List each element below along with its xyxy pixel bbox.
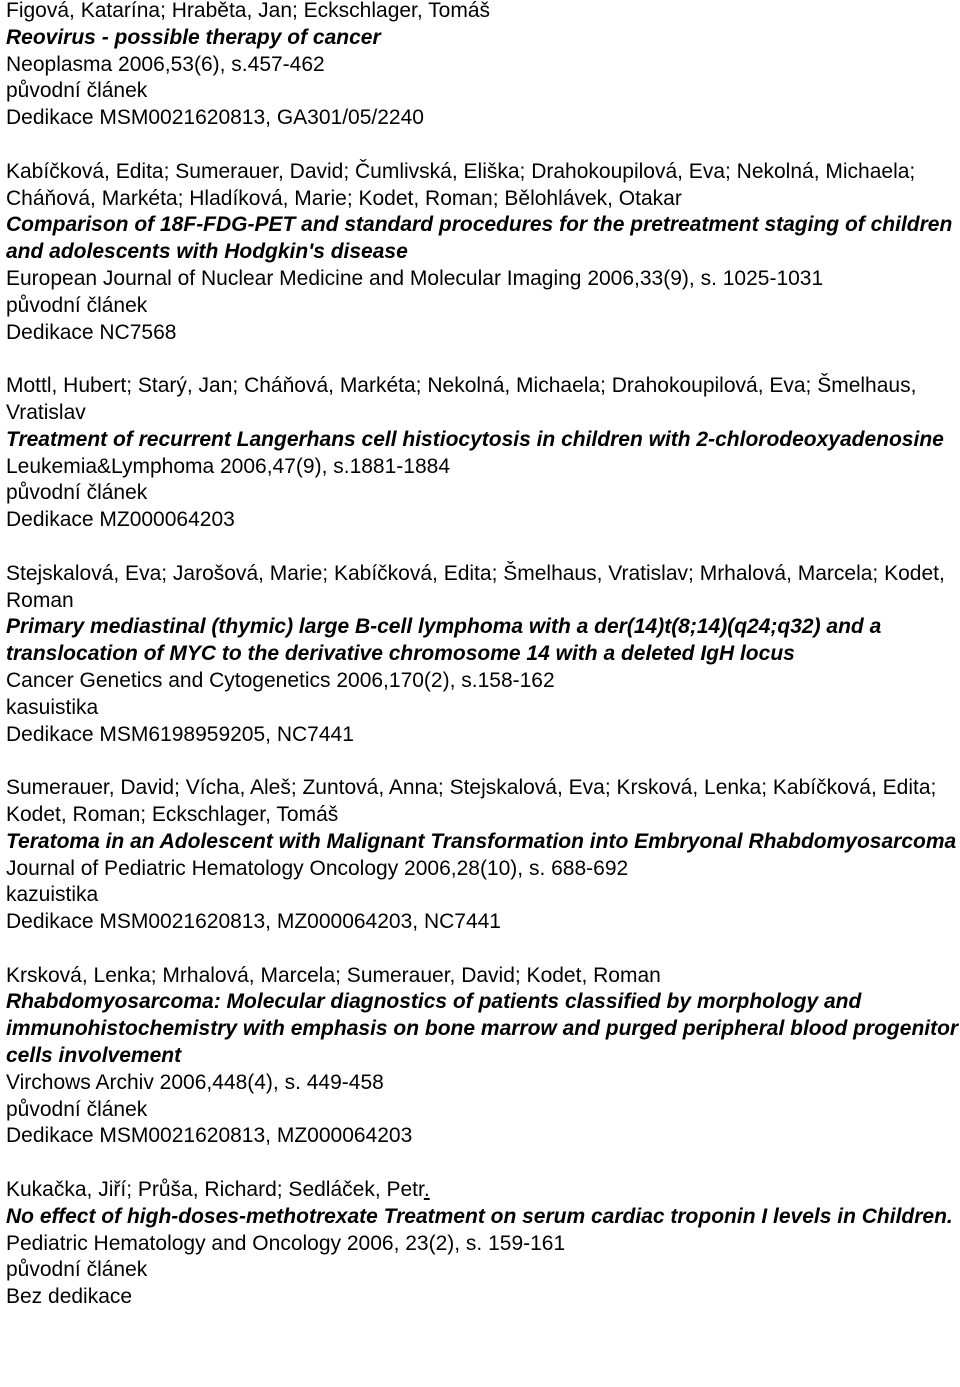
publication-entry (6, 1177, 960, 1311)
article-title: Primary mediastinal (thymic) large B-cell lymphoma with a der(14)t(8;14)(q24;q32) and a translocation of MYC to the derivative chromosome 14 with a deleted IgH locus (6, 615, 882, 666)
article-type: kasuistika (6, 695, 99, 719)
journal-source: European Journal of Nuclear Medicine and Molecular Imaging 2006,33(9), s. 1025-1031 (6, 266, 824, 290)
article-type: původní článek (6, 1258, 148, 1282)
authors: Mottl, Hubert; Starý, Jan; Cháňová, Markéta; Nekolná, Michaela; Drahokoupilová, Eva; Šmelhaus, Vratislav (6, 374, 917, 424)
article-type: kazuistika (6, 883, 99, 907)
journal-source: Journal of Pediatric Hematology Oncology 2006,28(10), s. 688-692 (6, 856, 629, 880)
authors: Sumerauer, David; Vícha, Aleš; Zuntová, Anna; Stejskalová, Eva; Krsková, Lenka; Kabíčková, Edita; Kodet, Roman; Eckschlager, Tomáš (6, 776, 937, 826)
journal-source: Virchows Archiv 2006,448(4), s. 449-458 (6, 1070, 384, 1094)
article-title: No effect of high-doses-methotrexate Treatment on serum cardiac troponin I levels in Children. (6, 1204, 953, 1228)
dedication: Dedikace MSM0021620813, MZ000064203, NC7441 (6, 910, 501, 934)
dedication: Dedikace MSM0021620813, MZ000064203 (6, 1124, 413, 1148)
article-title: Teratoma in an Adolescent with Malignant Transformation into Embryonal Rhabdomyosarcoma (6, 829, 957, 853)
authors-line (6, 1177, 960, 1204)
authors: Kukačka, Jiří; Průša, Richard; Sedláček, Petr (6, 1178, 424, 1202)
publication-entry (6, 561, 960, 749)
journal-source: Neoplasma 2006,53(6), s.457-462 (6, 52, 325, 76)
publication-entry (6, 963, 960, 1151)
article-title: Comparison of 18F-FDG-PET and standard procedures for the pretreatment staging of children and adolescents with Hodgkin's disease (6, 213, 953, 264)
article-type: původní článek (6, 79, 148, 103)
article-type: původní článek (6, 293, 148, 317)
journal-source: Cancer Genetics and Cytogenetics 2006,170(2), s.158-162 (6, 668, 555, 692)
dedication: Dedikace MZ000064203 (6, 508, 235, 532)
journal-source: Pediatric Hematology and Oncology 2006, 23(2), s. 159-161 (6, 1231, 566, 1255)
authors: Krsková, Lenka; Mrhalová, Marcela; Sumerauer, David; Kodet, Roman (6, 963, 661, 987)
article-title: Treatment of recurrent Langerhans cell histiocytosis in children with 2-chlorodeoxyadenosine (6, 427, 944, 451)
article-type: původní článek (6, 1097, 148, 1121)
article-type: původní článek (6, 481, 148, 505)
authors: Figová, Katarína; Hraběta, Jan; Eckschlager, Tomáš (6, 0, 491, 22)
authors: Kabíčková, Edita; Sumerauer, David; Čumlivská, Eliška; Drahokoupilová, Eva; Nekolná, Michaela; Cháňová, Markéta; Hladíková, Marie; Kodet, Roman; Bělohlávek, Otakar (6, 159, 916, 210)
publication-entry (6, 0, 960, 132)
publication-entry (6, 373, 960, 534)
dedication: Dedikace NC7568 (6, 320, 177, 344)
dedication: Dedikace MSM0021620813, GA301/05/2240 (6, 106, 424, 130)
article-title: Rhabdomyosarcoma: Molecular diagnostics of patients classified by morphology and immunohistochemistry with emphasis on bone marrow and purged peripheral blood progenitor cells involvement (6, 990, 959, 1068)
article-title: Reovirus - possible therapy of cancer (6, 25, 381, 49)
authors-suffix: . (423, 1178, 430, 1202)
authors: Stejskalová, Eva; Jarošová, Marie; Kabíčková, Edita; Šmelhaus, Vratislav; Mrhalová, Marcela; Kodet, Roman (6, 561, 945, 612)
dedication: Bez dedikace (6, 1285, 133, 1309)
publication-list (6, 0, 960, 1311)
publication-entry (6, 775, 960, 936)
publication-entry (6, 159, 960, 347)
journal-source: Leukemia&Lymphoma 2006,47(9), s.1881-1884 (6, 454, 451, 478)
dedication: Dedikace MSM6198959205, NC7441 (6, 722, 354, 746)
